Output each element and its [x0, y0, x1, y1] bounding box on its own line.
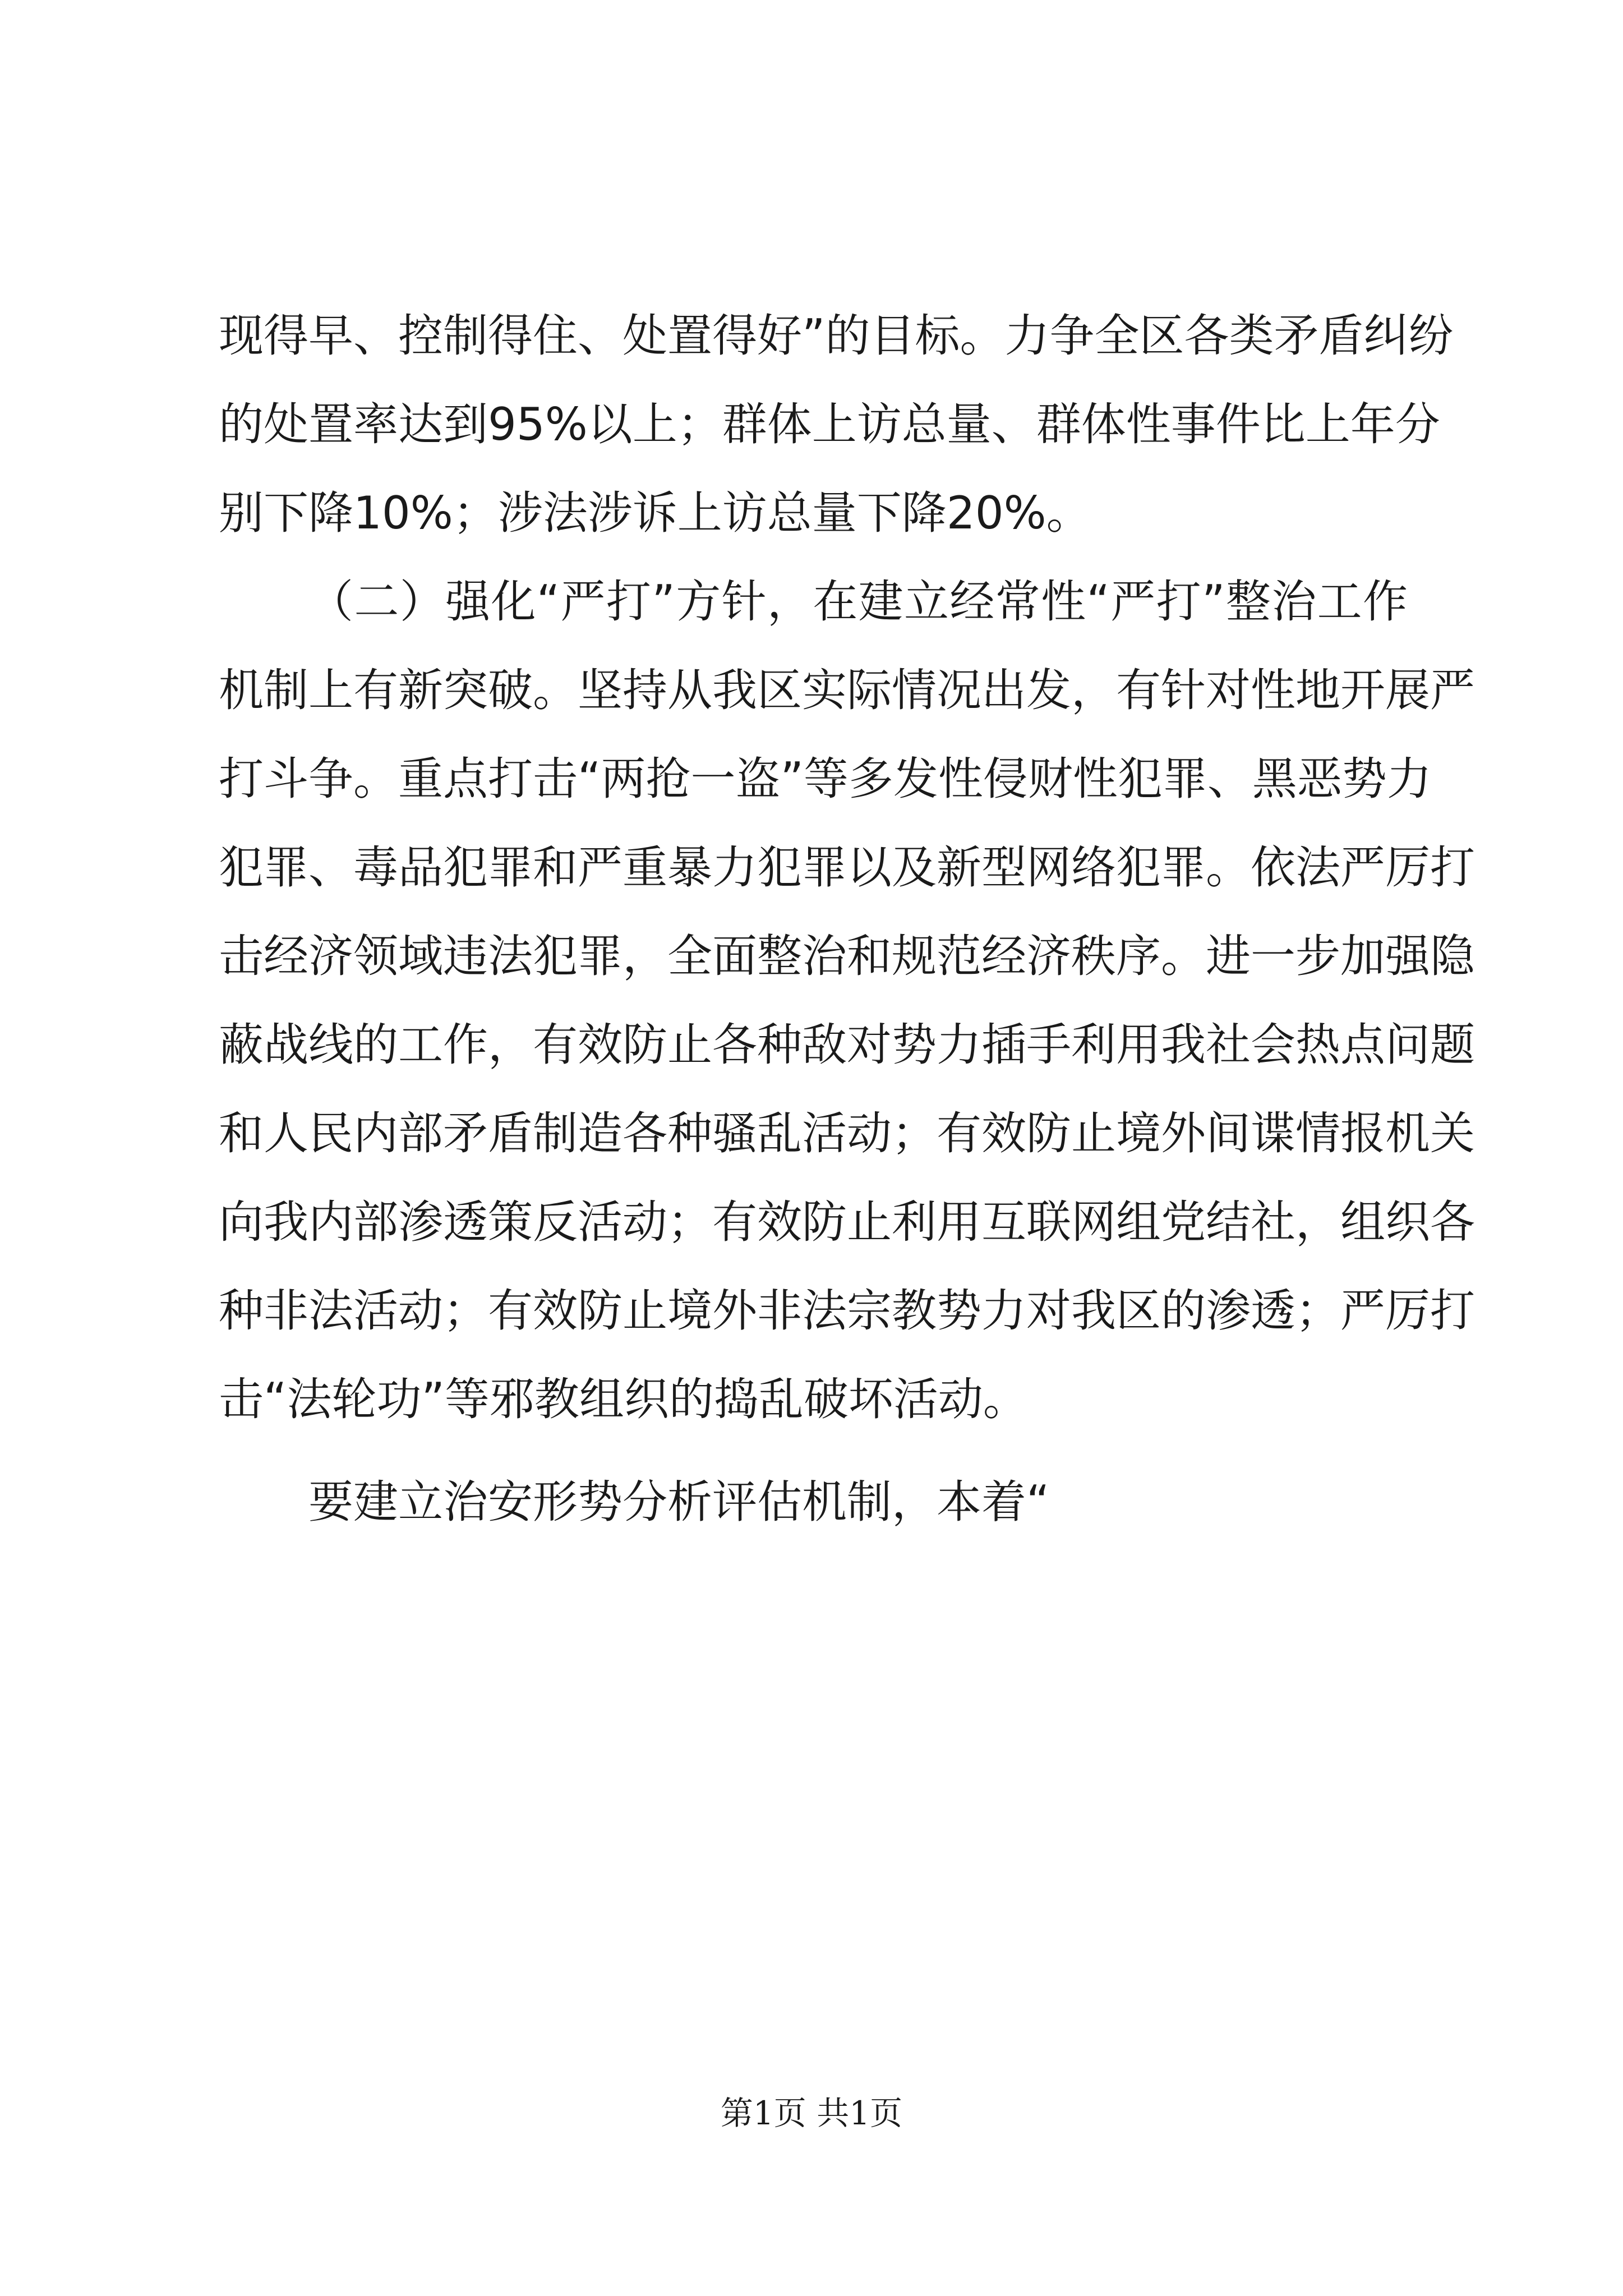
text-line: 犯罪、毒品犯罪和严重暴力犯罪以及新型网络犯罪。依法严厉打 [219, 841, 1475, 894]
text-line: （二）强化“严打”方针，在建立经常性“严打”整治工作 [308, 576, 1408, 628]
text-line: 打斗争。重点打击“两抢一盗”等多发性侵财性犯罪、黑恶势力 [219, 753, 1432, 805]
paragraph-1 [219, 292, 1454, 558]
text-line: 别下降10%；涉法涉诉上访总量下降20%。 [219, 487, 1091, 539]
text-line: 种非法活动；有效防止境外非法宗教势力对我区的渗透；严厉打 [219, 1285, 1475, 1337]
paragraph-2 [219, 558, 1475, 1444]
paragraph-3 [219, 1458, 1408, 1547]
paragraph-gap [219, 1444, 1408, 1458]
text-line: 和人民内部矛盾制造各种骚乱活动；有效防止境外间谍情报机关 [219, 1107, 1475, 1159]
text-line: 击经济领域违法犯罪，全面整治和规范经济秩序。进一步加强隐 [219, 930, 1475, 982]
text-line: 击“法轮功”等邪教组织的捣乱破坏活动。 [219, 1373, 1028, 1425]
document-body [219, 292, 1475, 1547]
text-line: 要建立治安形势分析评估机制，本着“ [308, 1476, 1050, 1528]
page-footer: 第1页 共1页 [720, 2094, 903, 2132]
text-line: 机制上有新突破。坚持从我区实际情况出发，有针对性地开展严 [219, 664, 1475, 716]
text-line: 蔽战线的工作，有效防止各种敌对势力插手利用我社会热点问题 [219, 1019, 1475, 1071]
text-line: 的处置率达到95%以上；群体上访总量、群体性事件比上年分 [219, 398, 1440, 450]
text-line: 现得早、控制得住、处置得好”的目标。力争全区各类矛盾纠纷 [219, 310, 1454, 362]
text-line: 向我内部渗透策反活动；有效防止利用互联网组党结社，组织各 [219, 1196, 1475, 1248]
